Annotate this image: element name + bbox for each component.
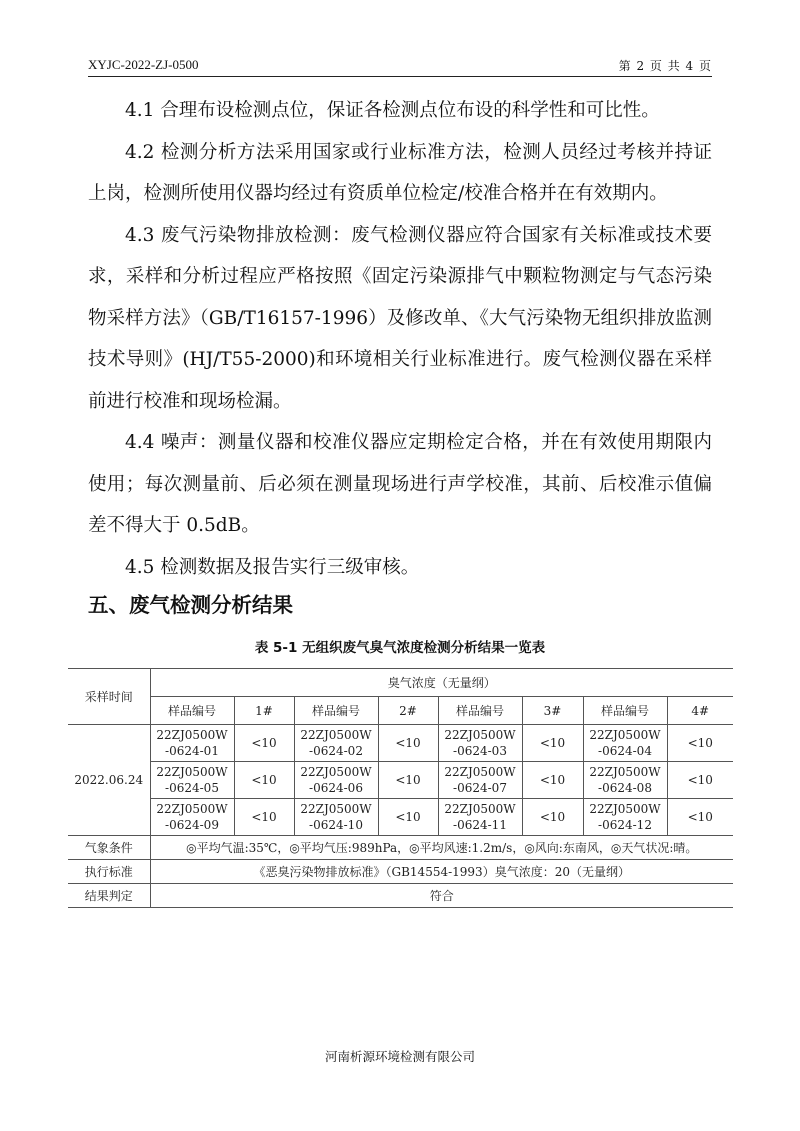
body-text [88,90,712,588]
sample-id: 22ZJ0500W -0624-09 [150,799,234,836]
sample-id: 22ZJ0500W -0624-04 [583,725,667,762]
table-row [68,762,733,799]
odor-concentration-header: 臭气浓度（无量纲） [150,669,733,697]
page-number: 第 2 页 共 4 页 [618,59,712,73]
table-caption: 表 5-1 无组织废气臭气浓度检测分析结果一览表 [254,640,546,656]
sample-id: 22ZJ0500W -0624-07 [438,762,522,799]
odor-value: <10 [522,762,583,799]
standard-row [68,860,733,884]
sample-id: 22ZJ0500W -0624-10 [294,799,378,836]
odor-value: <10 [378,799,438,836]
odor-value: <10 [234,762,294,799]
page-header [88,54,712,77]
odor-value: <10 [667,762,733,799]
paragraph-4-3: 4.3 废气污染物排放检测：废气检测仪器应符合国家有关标准或技术要求，采样和分析过程应严格按照《固定污染源排气中颗粒物测定与气态污染物采样方法》（GB/T16157-1996）及修改单、《大气污染物无组织排放监测技术导则》(HJ/T55-2000)和环境相关行业标准进行。废气检测仪器在采样前进行校准和现场检漏。 [88,224,712,412]
odor-value: <10 [378,762,438,799]
sample-id: 22ZJ0500W -0624-06 [294,762,378,799]
judgement-row [68,884,733,908]
paragraph-4-2: 4.2 检测分析方法采用国家或行业标准方法，检测人员经过考核并持证上岗，检测所使用仪器均经过有资质单位检定/校准合格并在有效期内。 [88,141,712,204]
table-row [68,799,733,836]
sample-id: 22ZJ0500W -0624-05 [150,762,234,799]
odor-value: <10 [522,799,583,836]
sample-no-header: 样品编号 [150,697,234,725]
odor-value: <10 [667,799,733,836]
sample-id: 22ZJ0500W -0624-01 [150,725,234,762]
point-header: 3# [522,697,583,725]
section-title: 五、废气检测分析结果 [88,593,293,617]
company-footer: 河南析源环境检测有限公司 [324,1049,475,1064]
sample-no-header: 样品编号 [438,697,522,725]
point-header: 2# [378,697,438,725]
table-header-row [68,669,733,697]
judgement-label: 结果判定 [68,884,150,908]
standard-label: 执行标准 [68,860,150,884]
sample-id: 22ZJ0500W -0624-08 [583,762,667,799]
odor-value: <10 [522,725,583,762]
odor-value: <10 [234,799,294,836]
odor-value: <10 [378,725,438,762]
paragraph-4-5: 4.5 检测数据及报告实行三级审核。 [125,556,420,578]
judgement-value: 符合 [150,884,733,908]
sample-no-header: 样品编号 [583,697,667,725]
document-id: XYJC-2022-ZJ-0500 [88,57,199,72]
sample-id: 22ZJ0500W -0624-11 [438,799,522,836]
table-row [68,725,733,762]
paragraph-4-1: 4.1 合理布设检测点位，保证各检测点位布设的科学性和可比性。 [125,100,660,121]
sample-no-header: 样品编号 [294,697,378,725]
point-header: 1# [234,697,294,725]
weather-label: 气象条件 [68,836,150,860]
standard-value: 《恶臭污染物排放标准》（GB14554-1993）臭气浓度：20（无量纲） [150,860,733,884]
weather-row [68,836,733,860]
sample-id: 22ZJ0500W -0624-02 [294,725,378,762]
table-subheader-row [68,697,733,725]
odor-value: <10 [667,725,733,762]
weather-value: ◎平均气温:35℃，◎平均气压:989hPa，◎平均风速:1.2m/s，◎风向:东南风，◎天气状况:晴。 [150,836,733,860]
sample-id: 22ZJ0500W -0624-12 [583,799,667,836]
point-header: 4# [667,697,733,725]
paragraph-4-4: 4.4 噪声：测量仪器和校准仪器应定期检定合格，并在有效使用期限内使用；每次测量前、后必须在测量现场进行声学校准，其前、后校准示值偏差不得大于 0.5dB。 [88,432,712,536]
odor-result-table [68,668,733,908]
sample-id: 22ZJ0500W -0624-03 [438,725,522,762]
sampling-date: 2022.06.24 [68,725,150,836]
odor-value: <10 [234,725,294,762]
sampling-time-header: 采样时间 [68,669,150,725]
